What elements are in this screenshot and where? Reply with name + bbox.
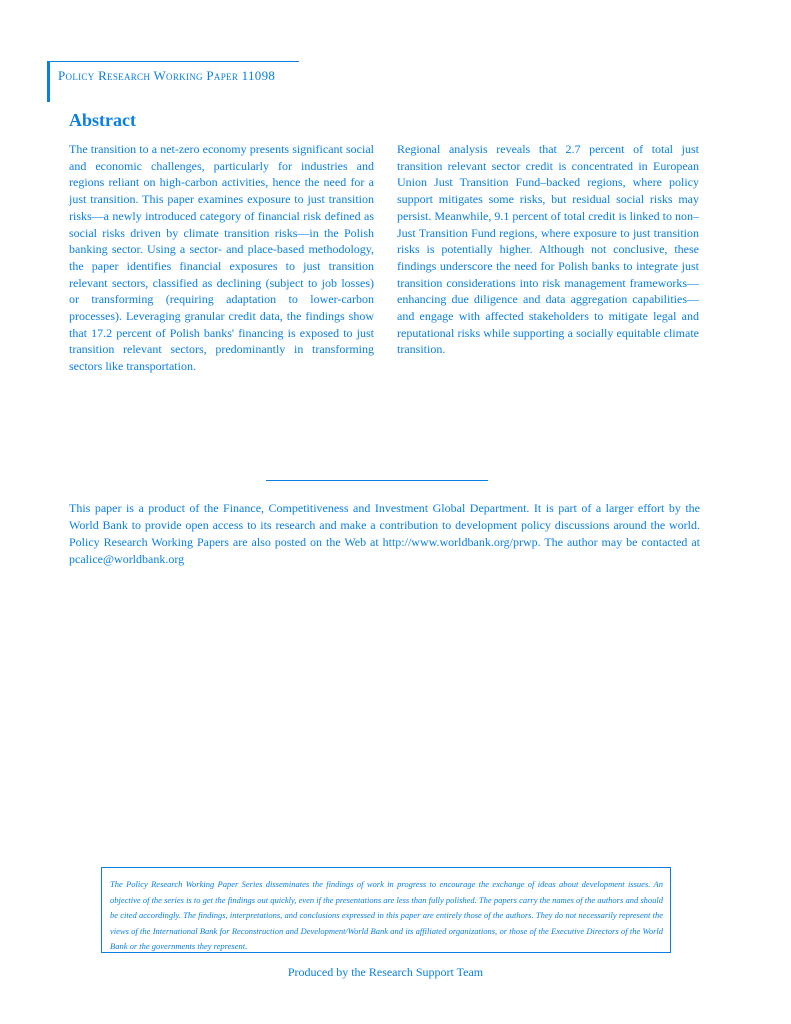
abstract-column-left: The transition to a net-zero economy presents significant social and economic challenges, particularly for industries and regions reliant on high-carbon activities, hence the need for a just transition. This paper examines exposure to just transition risks—a newly introduced category of financial risk defined as social risks driven by climate transition risks—in the Polish banking sector. Using a sector- and place-based methodology, the paper identifies financial exposures to just transition relevant sectors, classified as declining (subject to job losses) or transforming (requiring adaptation to lower-carbon processes). Leveraging granular credit data, the findings show that 17.2 percent of Polish banks' financing is exposed to just transition relevant sectors, predominantly in transforming sectors like transportation.	[69, 142, 374, 374]
section-divider	[266, 480, 488, 481]
disclaimer-text: The Policy Research Working Paper Series disseminates the findings of work in progress to encourage the exchange of ideas about development issues. An objective of the series is to get the findings out quickly, even if the presentations are less than fully polished. The papers carry the names of the authors and should be cited accordingly. The findings, interpretations, and conclusions expressed in this paper are entirely those of the authors. They do not necessarily represent the views of the International Bank for Reconstruction and Development/World Bank and its affiliated organizations, or those of the Executive Directors of the World Bank or the governments they represent.	[110, 879, 663, 951]
series-title: Policy Research Working Paper 11098	[58, 68, 276, 83]
abstract-heading: Abstract	[69, 110, 136, 130]
disclaimer-box	[101, 867, 671, 953]
abstract-column-right: Regional analysis reveals that 2.7 percent of total just transition relevant sector credit is concentrated in European Union Just Transition Fund–backed regions, where policy support mitigates some risks, but residual social risks may persist. Meanwhile, 9.1 percent of total credit is linked to non–Just Transition Fund regions, where exposure to just transition risks is potentially higher. Although not conclusive, these findings underscore the need for Polish banks to integrate just transition considerations into risk management frameworks—enhancing due diligence and data aggregation capabilities—and engage with affected stakeholders to mitigate legal and reputational risks while supporting a socially equitable climate transition.	[397, 142, 699, 357]
series-header	[47, 61, 299, 102]
product-note: This paper is a product of the Finance, Competitiveness and Investment Global Department. It is part of a larger effort by the World Bank to provide open access to its research and make a contribution to development policy discussions around the world. Policy Research Working Papers are also posted on the Web at http://www.worldbank.org/prwp. The author may be contacted at pcalice@worldbank.org	[69, 501, 700, 566]
footer-credit: Produced by the Research Support Team	[287, 965, 484, 979]
